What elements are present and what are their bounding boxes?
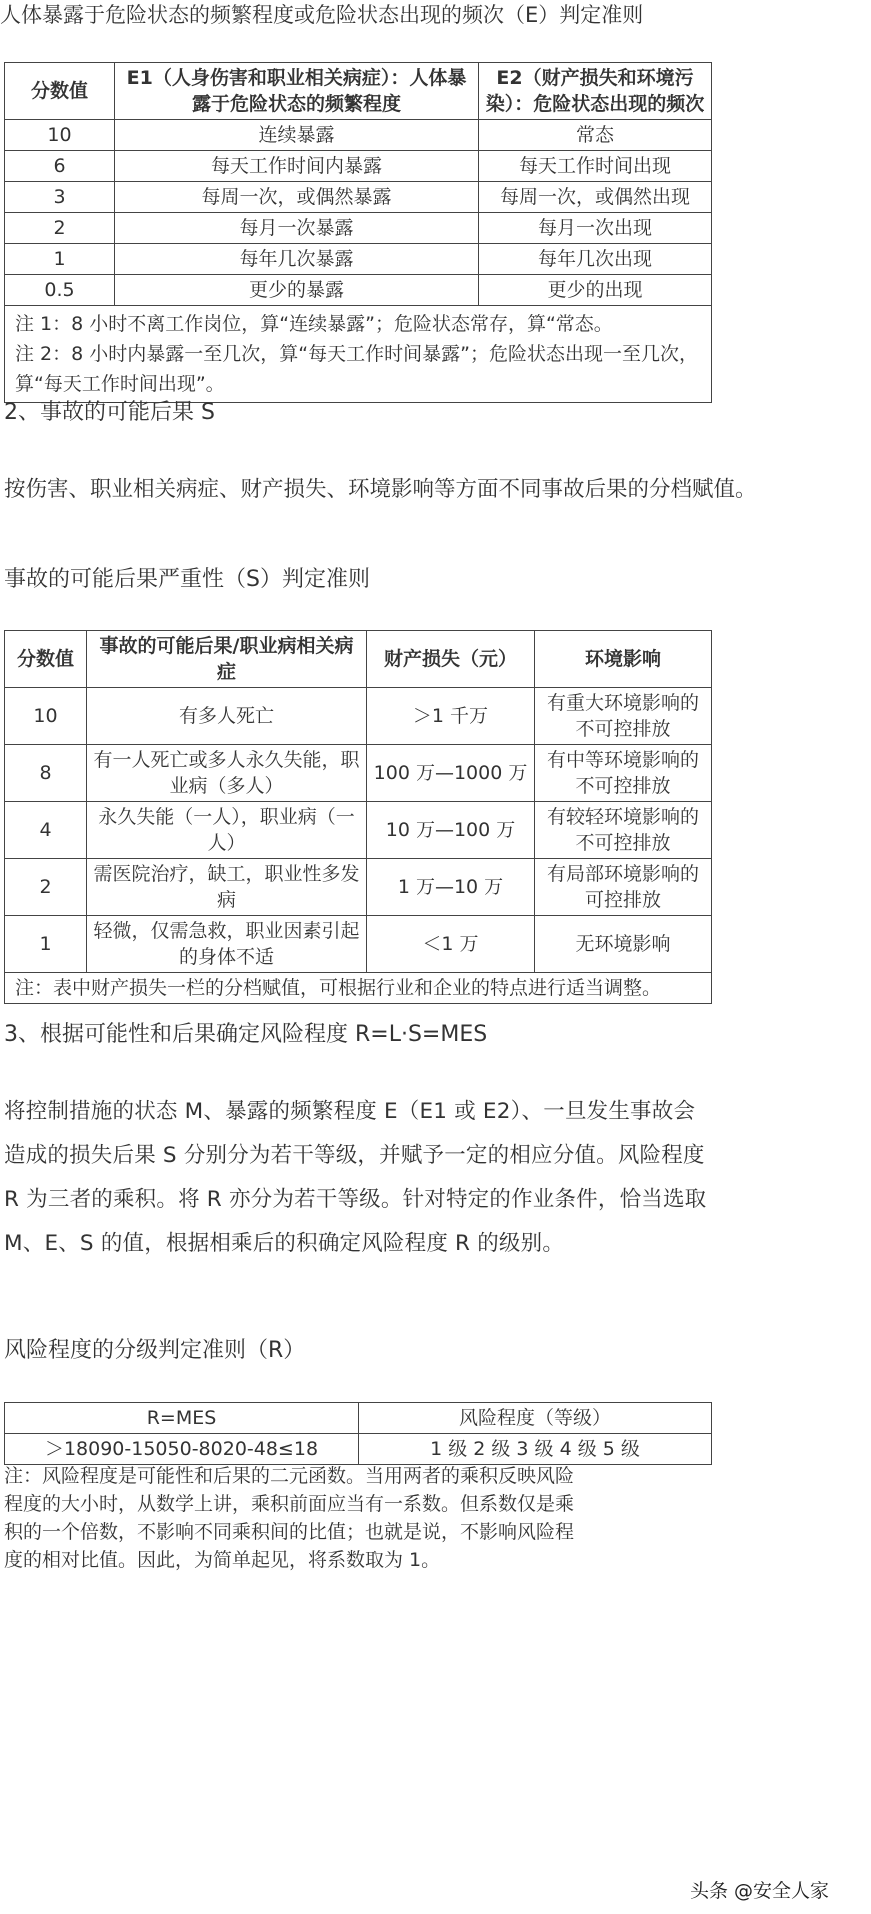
table-cell: 4 — [5, 802, 87, 859]
table-cell: 10 — [5, 120, 115, 151]
table-e-notes — [5, 306, 712, 403]
table-e-header-score: 分数值 — [5, 63, 115, 120]
table-cell: 需医院治疗，缺工，职业性多发病 — [87, 859, 367, 916]
table-cell: 2 — [5, 213, 115, 244]
table-s-header-environment: 环境影响 — [535, 631, 712, 688]
table-cell: 1 万—10 万 — [367, 859, 535, 916]
table-row — [5, 275, 712, 306]
table-r-header-level: 风险程度（等级） — [359, 1403, 712, 1434]
table-cell: 8 — [5, 745, 87, 802]
section-r-heading: 3、根据可能性和后果确定风险程度 R=L·S=MES — [4, 1022, 488, 1047]
table-r-title: 风险程度的分级判定准则（R） — [4, 1338, 306, 1363]
table-cell: 每年几次出现 — [479, 244, 712, 275]
table-cell: 连续暴露 — [115, 120, 479, 151]
table-e-header-e1: E1（人身伤害和职业相关病症）：人体暴露于危险状态的频繁程度 — [115, 63, 479, 120]
table-s-header-score: 分数值 — [5, 631, 87, 688]
table-s-header-row — [5, 631, 712, 688]
table-cell: 1 — [5, 244, 115, 275]
section-s-heading: 2、事故的可能后果 S — [4, 400, 215, 425]
section-s-intro: 按伤害、职业相关病症、财产损失、环境影响等方面不同事故后果的分档赋值。 — [4, 477, 757, 502]
table-cell: 有多人死亡 — [87, 688, 367, 745]
table-s-note: 注：表中财产损失一栏的分档赋值，可根据行业和企业的特点进行适当调整。 — [5, 973, 712, 1004]
table-cell: 每天工作时间内暴露 — [115, 151, 479, 182]
table-cell: 每周一次，或偶然出现 — [479, 182, 712, 213]
table-r — [4, 1402, 712, 1465]
table-e-title: 人体暴露于危险状态的频繁程度或危险状态出现的频次（E）判定准则 — [0, 3, 644, 27]
table-cell: 每月一次暴露 — [115, 213, 479, 244]
table-s-title: 事故的可能后果严重性（S）判定准则 — [4, 567, 370, 592]
table-row — [5, 1434, 712, 1465]
table-r-header-row — [5, 1403, 712, 1434]
table-row — [5, 151, 712, 182]
table-cell: ＞18090-15050-8020-48≤18 — [5, 1434, 359, 1465]
table-cell: ＞1 千万 — [367, 688, 535, 745]
table-r-note: 注：风险程度是可能性和后果的二元函数。当用两者的乘积反映风险程度的大小时，从数学上讲，乘积前面应当有一系数。但系数仅是乘积的一个倍数，不影响不同乘积间的比值；也就是说，不影响风险程度的相对比值。因此，为简单起见，将系数取为 1。 — [4, 1465, 575, 1571]
table-row — [5, 688, 712, 745]
table-cell: 2 — [5, 859, 87, 916]
table-row — [5, 120, 712, 151]
table-cell: 永久失能（一人），职业病（一人） — [87, 802, 367, 859]
table-cell: 每周一次，或偶然暴露 — [115, 182, 479, 213]
table-row — [5, 213, 712, 244]
table-cell: 更少的出现 — [479, 275, 712, 306]
table-e-header-e2: E2（财产损失和环境污染）：危险状态出现的频次 — [479, 63, 712, 120]
table-row — [5, 745, 712, 802]
table-row — [5, 244, 712, 275]
table-row — [5, 916, 712, 973]
table-cell: 有中等环境影响的不可控排放 — [535, 745, 712, 802]
table-cell: 无环境影响 — [535, 916, 712, 973]
table-s — [4, 630, 712, 1004]
table-cell: 有较轻环境影响的不可控排放 — [535, 802, 712, 859]
table-s-note-row — [5, 973, 712, 1004]
table-cell: 每月一次出现 — [479, 213, 712, 244]
table-e-header-row — [5, 63, 712, 120]
table-row — [5, 182, 712, 213]
table-cell: ＜1 万 — [367, 916, 535, 973]
table-cell: 有局部环境影响的可控排放 — [535, 859, 712, 916]
table-cell: 1 — [5, 916, 87, 973]
table-e — [4, 62, 712, 403]
table-cell: 3 — [5, 182, 115, 213]
table-row — [5, 802, 712, 859]
table-cell: 轻微，仅需急救，职业因素引起的身体不适 — [87, 916, 367, 973]
table-row — [5, 859, 712, 916]
table-cell: 0.5 — [5, 275, 115, 306]
table-s-header-loss: 财产损失（元） — [367, 631, 535, 688]
watermark: 头条 @安全人家 — [690, 1880, 830, 1902]
table-cell: 每年几次暴露 — [115, 244, 479, 275]
table-cell: 100 万—1000 万 — [367, 745, 535, 802]
table-cell: 更少的暴露 — [115, 275, 479, 306]
table-cell: 6 — [5, 151, 115, 182]
table-e-note-1: 注 1：8 小时不离工作岗位，算“连续暴露”；危险状态常存，算“常态。 — [15, 313, 613, 335]
table-cell: 10 万—100 万 — [367, 802, 535, 859]
table-e-note-row — [5, 306, 712, 403]
table-cell: 每天工作时间出现 — [479, 151, 712, 182]
table-r-header-rmes: R=MES — [5, 1403, 359, 1434]
table-cell: 常态 — [479, 120, 712, 151]
section-r-paragraph: 将控制措施的状态 M、暴露的频繁程度 E（E1 或 E2）、一旦发生事故会造成的损失后果 S 分别分为若干等级，并赋予一定的相应分值。风险程度 R 为三者的乘积。将 R 亦分为若干等级。针对特定的作业条件，恰当选取 M、E、S 的值，根据相乘后的积确定风险程度 R 的级别。 — [4, 1099, 707, 1256]
table-cell: 1 级 2 级 3 级 4 级 5 级 — [359, 1434, 712, 1465]
table-e-note-2: 注 2：8 小时内暴露一至几次，算“每天工作时间暴露”；危险状态出现一至几次，算“每天工作时间出现”。 — [15, 343, 698, 395]
table-cell: 有一人死亡或多人永久失能，职业病（多人） — [87, 745, 367, 802]
table-s-header-consequence: 事故的可能后果/职业病相关病症 — [87, 631, 367, 688]
table-cell: 有重大环境影响的不可控排放 — [535, 688, 712, 745]
table-cell: 10 — [5, 688, 87, 745]
